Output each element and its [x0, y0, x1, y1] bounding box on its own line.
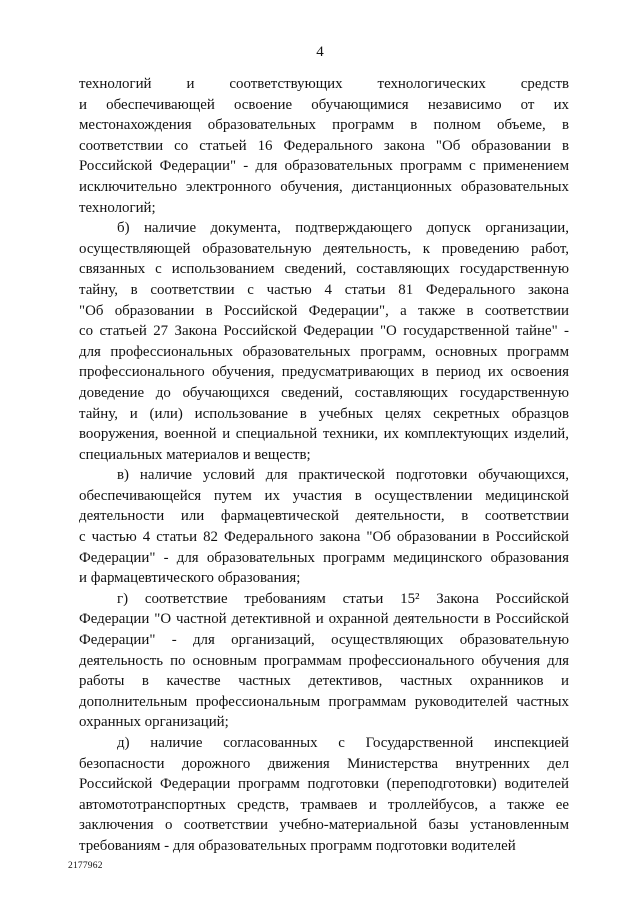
- page-number: 4: [316, 44, 324, 60]
- text-line: местонахождения образовательных программ в полном объеме, в: [79, 117, 569, 134]
- text-line: вооружения, военной и специальной техники, их комплектующих изделий,: [79, 426, 569, 443]
- text-line: исключительно электронного обучения, дистанционных образовательных: [79, 178, 569, 195]
- text-line: г) соответствие требованиям статьи 15² Закона Российской: [117, 590, 569, 607]
- text-line: специальных материалов и веществ;: [79, 446, 311, 463]
- text-line: Российской Федерации программ подготовки (переподготовки) водителей: [79, 776, 569, 793]
- text-line: профессионального обучения, предусматривающих в период их освоения: [79, 364, 569, 381]
- paragraph: [79, 74, 569, 218]
- text-line: тайну, и (или) использование в учебных целях секретных образцов: [79, 405, 569, 422]
- text-line: деятельности или фармацевтической деятельности, в соответствии: [79, 508, 569, 525]
- text-line: соответствии со статьей 16 Федерального закона "Об образовании в: [79, 137, 569, 154]
- text-line: заключения о соответствии учебно-материальной базы установленным: [79, 817, 569, 834]
- paragraph: [79, 465, 569, 589]
- text-line: "Об образовании в Российской Федерации", а также в соответствии: [79, 302, 569, 319]
- text-line: Российской Федерации" - для образовательных программ с применением: [79, 158, 569, 175]
- document-body: [79, 74, 569, 857]
- paragraph: [79, 733, 569, 857]
- text-line: Федерации" - для образовательных программ медицинского образования: [79, 549, 569, 566]
- text-line: технологий и соответствующих технологических средств: [79, 76, 569, 92]
- text-line: безопасности дорожного движения Министерства внутренних дел: [79, 755, 569, 772]
- footer-code: 2177962: [68, 861, 103, 871]
- text-line: и фармацевтического образования;: [79, 570, 301, 587]
- text-line: для профессиональных образовательных программ, основных программ: [79, 343, 569, 360]
- text-line: и обеспечивающей освоение обучающимися независимо от их: [79, 96, 569, 113]
- text-line: д) наличие согласованных с Государственной инспекцией: [117, 735, 569, 751]
- text-line: связанных с использованием сведений, составляющих государственную: [79, 261, 569, 278]
- text-line: обеспечивающейся путем их участия в осуществлении медицинской: [79, 487, 569, 504]
- text-line: Федерации "О частной детективной и охранной деятельности в Российской: [79, 611, 569, 628]
- text-line: доведение до обучающихся сведений, составляющих государственную: [79, 384, 569, 401]
- text-line: с частью 4 статьи 82 Федерального закона "Об образовании в Российской: [79, 529, 569, 546]
- text-line: в) наличие условий для практической подготовки обучающихся,: [117, 467, 569, 484]
- text-line: осуществляющей образовательную деятельность, к проведению работ,: [79, 240, 569, 257]
- text-line: охранных организаций;: [79, 714, 229, 731]
- text-line: Федерации" - для организаций, осуществляющих образовательную: [79, 632, 569, 649]
- paragraph: [79, 218, 569, 465]
- text-line: б) наличие документа, подтверждающего допуск организации,: [117, 220, 569, 237]
- text-line: деятельность по основным программам профессионального обучения для: [79, 652, 569, 669]
- text-line: автомототранспортных средств, трамваев и троллейбусов, а также ее: [79, 796, 569, 813]
- text-line: дополнительным профессиональным программам руководителей частных: [79, 693, 569, 710]
- text-line: требованиям - для образовательных программ подготовки водителей: [79, 837, 516, 854]
- text-line: со статьей 27 Закона Российской Федерации "О государственной тайне" -: [79, 323, 569, 340]
- paragraph: [79, 589, 569, 733]
- text-line: тайну, в соответствии с частью 4 статьи 81 Федерального закона: [79, 281, 569, 298]
- text-line: технологий;: [79, 199, 156, 216]
- text-line: работы в качестве частных детективов, частных охранников и: [79, 673, 569, 690]
